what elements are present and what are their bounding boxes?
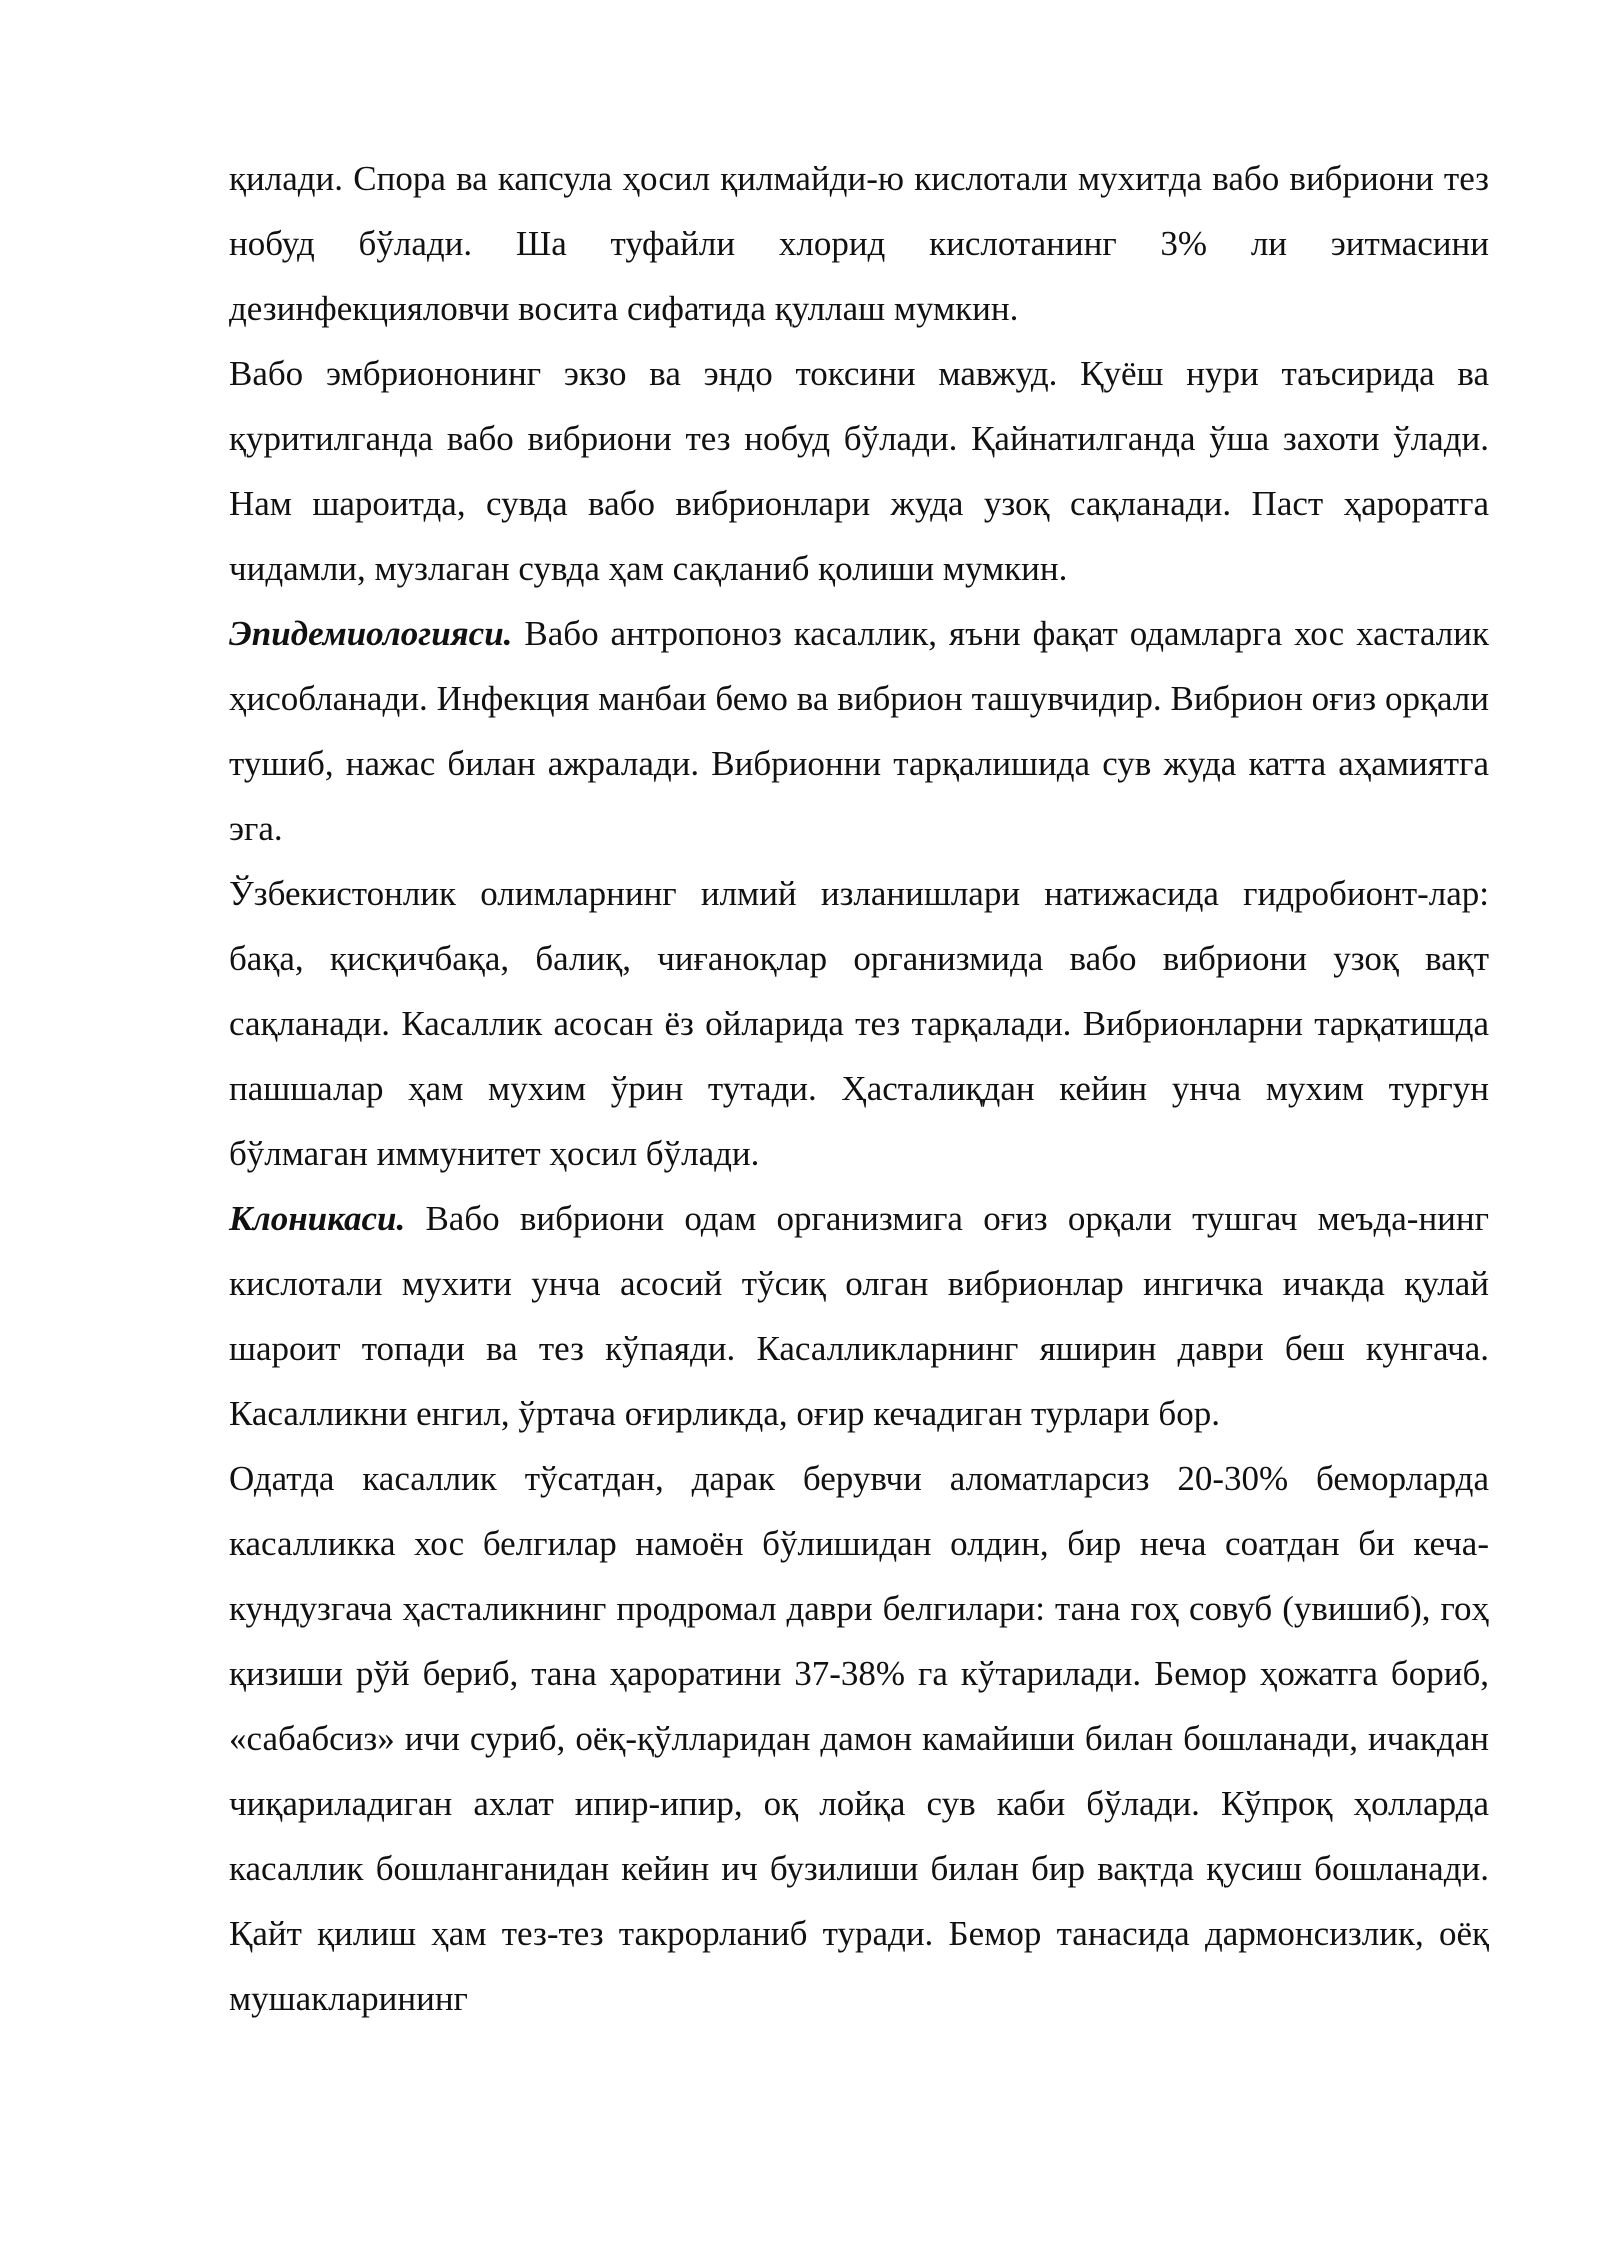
paragraph-1: [229, 146, 1489, 341]
paragraph-1-text: қилади. Спора ва капсула ҳосил қилмайди-ю кислотали мухитда вабо вибриони тез нобуд бўлади. Ша туфайли хлорид кислотанинг 3% ли эитмасини дезинфекцияловчи восита сифатида қуллаш мумкин.: [229, 159, 1489, 328]
paragraph-2-text: Вабо эмбриононинг экзо ва эндо токсини мавжуд. Қуёш нури таъсирида ва қуритилганда вабо вибриони тез нобуд бўлади. Қайнатилганда ўша захоти ўлади. Нам шароитда, сувда вабо вибрионлари жуда узоқ сақланади. Паст ҳароратга чидамли, музлаган сувда ҳам сақланиб қолиши мумкин.: [229, 354, 1489, 588]
paragraph-epidemiology-text: Вабо антропоноз касаллик, яъни фақат одамларга хос хасталик ҳисобланади. Инфекция манбаи бемо ва вибрион ташувчидир. Вибрион оғиз орқали тушиб, нажас билан ажралади. Вибрионни тарқалишида сув жуда катта аҳамиятга эга.: [229, 614, 1489, 848]
paragraph-2: [229, 341, 1489, 601]
paragraph-6: [229, 1446, 1489, 2031]
paragraph-epidemiology: [229, 601, 1489, 861]
paragraph-clinic-text: Вабо вибриони одам организмига оғиз орқали тушгач меъда-нинг кислотали мухити унча асосий тўсиқ олган вибрионлар ингичка ичакда қулай шароит топади ва тез кўпаяди. Касалликларнинг яширин даври беш кунгача. Касалликни енгил, ўртача оғирликда, оғир кечадиган турлари бор.: [229, 1199, 1489, 1433]
section-heading-clinic: Клоникаси.: [229, 1199, 406, 1238]
paragraph-4: [229, 861, 1489, 1186]
paragraph-clinic: [229, 1186, 1489, 1446]
section-heading-epidemiology: Эпидемиологияси.: [229, 614, 513, 653]
paragraph-4-text: Ўзбекистонлик олимларнинг илмий изланишлари натижасида гидробионт-лар: бақа, қисқичбақа, балиқ, чиғаноқлар организмида вабо вибриони узоқ вақт сақланади. Касаллик асосан ёз ойларида тез тарқалади. Вибрионларни тарқатишда пашшалар ҳам мухим ўрин тутади. Ҳасталиқдан кейин унча мухим тургун бўлмаган иммунитет ҳосил бўлади.: [229, 874, 1489, 1173]
document-page: [229, 146, 1489, 2031]
paragraph-6-text: Одатда касаллик тўсатдан, дарак берувчи аломатларсиз 20-30% беморларда касалликка хос белгилар намоён бўлишидан олдин, бир неча соатдан би кеча-кундузгача ҳасталикнинг продромал даври белгилари: тана гоҳ совуб (увишиб), гоҳ қизиши рўй бериб, тана ҳароратини 37-38% га кўтарилади. Бемор ҳожатга бориб, «сабабсиз» ичи суриб, оёқ-қўлларидан дамон камайиши билан бошланади, ичакдан чиқариладиган ахлат ипир-ипир, оқ лойқа сув каби бўлади. Кўпроқ ҳолларда касаллик бошланганидан кейин ич бузилиши билан бир вақтда қусиш бошланади. Қайт қилиш ҳам тез-тез такрорланиб туради. Бемор танасида дармонсизлик, оёқ мушакларининг: [229, 1459, 1489, 2018]
